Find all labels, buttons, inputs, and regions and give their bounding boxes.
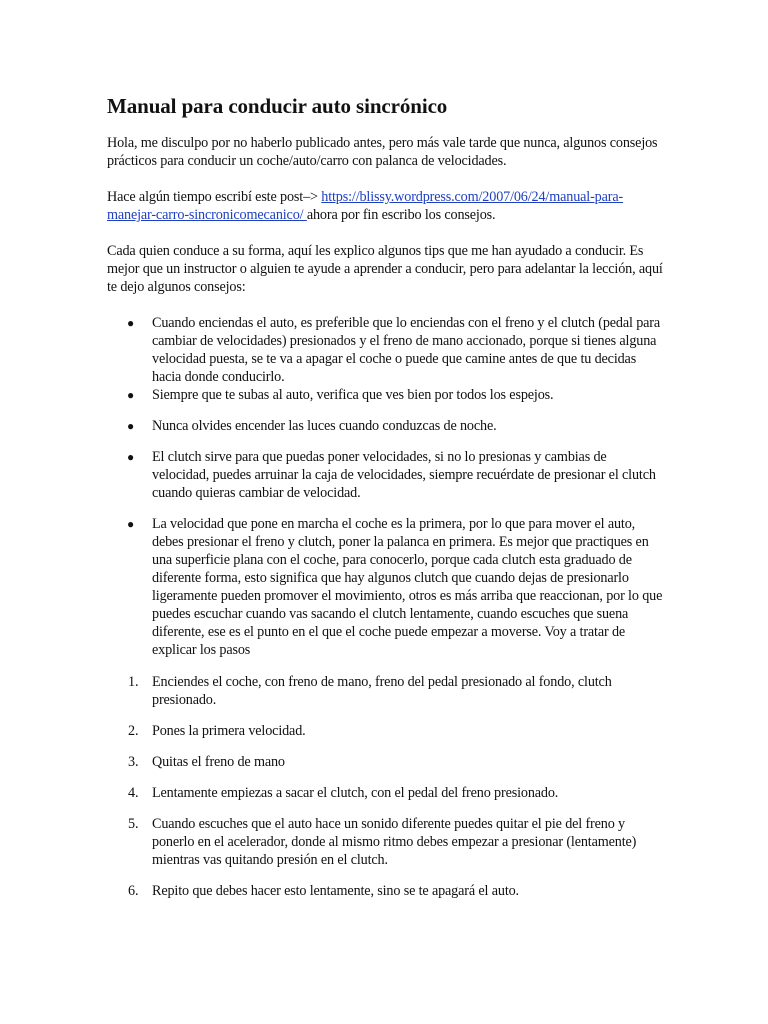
bullet-icon: ● bbox=[127, 450, 135, 464]
list-item bbox=[128, 784, 667, 802]
steps-list bbox=[107, 673, 667, 900]
post-suffix: ahora por fin escribo los consejos. bbox=[306, 207, 496, 223]
step-number: 6. bbox=[128, 883, 139, 899]
step-text: Pones la primera velocidad. bbox=[152, 723, 306, 739]
list-item bbox=[128, 673, 667, 709]
list-item-text: Siempre que te subas al auto, verifica que ves bien por todos los espejos. bbox=[152, 387, 554, 403]
step-number: 5. bbox=[128, 816, 139, 832]
bullet-icon: ● bbox=[127, 388, 135, 402]
list-item bbox=[127, 448, 667, 502]
list-item bbox=[128, 722, 667, 740]
list-item bbox=[127, 386, 667, 404]
list-item bbox=[128, 815, 667, 869]
post-link[interactable]: https://blissy.wordpress.com/2007/06/24/manual-para-manejar-carro-sincronicomecanico/ bbox=[107, 189, 624, 223]
step-text: Quitas el freno de mano bbox=[152, 754, 285, 770]
step-text: Cuando escuches que el auto hace un sonido diferente puedes quitar el pie del freno y ponerlo en el acelerador, donde al mismo ritmo debes empezar a presionar (lentamente) mientras vas quitando presión en el clutch. bbox=[152, 816, 637, 868]
step-text: Lentamente empiezas a sacar el clutch, con el pedal del freno presionado. bbox=[152, 785, 559, 801]
list-item-text: El clutch sirve para que puedas poner velocidades, si no lo presionas y cambias de velocidad, puedes arruinar la caja de velocidades, siempre recuérdate de presionar el clutch cuando quieras cambiar de velocidad. bbox=[152, 449, 656, 501]
list-item bbox=[128, 753, 667, 771]
post-reference-paragraph bbox=[107, 188, 667, 224]
post-prefix: Hace algún tiempo escribí este post–> bbox=[107, 189, 322, 205]
step-text: Enciendes el coche, con freno de mano, freno del pedal presionado al fondo, clutch presionado. bbox=[152, 674, 612, 708]
step-number: 4. bbox=[128, 785, 139, 801]
intro-paragraph: Hola, me disculpo por no haberlo publicado antes, pero más vale tarde que nunca, algunos consejos prácticos para conducir un coche/auto/carro con palanca de velocidades. bbox=[107, 135, 658, 169]
step-number: 2. bbox=[128, 723, 139, 739]
list-item-text: Nunca olvides encender las luces cuando conduzcas de noche. bbox=[152, 418, 497, 434]
list-item bbox=[127, 417, 667, 435]
list-item bbox=[128, 882, 667, 900]
step-text: Repito que debes hacer esto lentamente, sino se te apagará el auto. bbox=[152, 883, 519, 899]
bullet-icon: ● bbox=[127, 316, 135, 330]
list-item-text: Cuando enciendas el auto, es preferible que lo enciendas con el freno y el clutch (pedal para cambiar de velocidades) presionados y el freno de mano accionado, porque si tienes alguna velocidad puesta, se te va a apagar el coche o puede que camine antes de que tu decidas hacia donde conducirlo. bbox=[152, 315, 661, 385]
list-item bbox=[127, 515, 667, 659]
step-number: 1. bbox=[128, 674, 139, 690]
document-title: Manual para conducir auto sincrónico bbox=[107, 94, 448, 118]
tips-list bbox=[107, 314, 667, 659]
list-item-text: La velocidad que pone en marcha el coche es la primera, por lo que para mover el auto, debes presionar el freno y clutch, poner la palanca en primera. Es mejor que practiques en una superficie plana con el coche, para conocerlo, porque cada clutch esta graduado de diferente forma, esto significa que hay algunos clutch que cuando dejas de presionarlo ligeramente pueden promover el movimiento, otros es más arriba que reaccionan, por lo que puedes escuchar cuando vas sacando el clutch lentamente, cuando escuches que suena diferente, ese es el punto en el que el coche puede empezar a moverse. Voy a tratar de explicar los pasos bbox=[152, 516, 663, 658]
list-item bbox=[127, 314, 667, 386]
lead-paragraph: Cada quien conduce a su forma, aquí les explico algunos tips que me han ayudado a conducir. Es mejor que un instructor o alguien te ayude a aprender a conducir, pero para adelantar la lección, aquí te dejo algunos consejos: bbox=[107, 243, 663, 295]
bullet-icon: ● bbox=[127, 517, 135, 531]
bullet-icon: ● bbox=[127, 419, 135, 433]
document-page bbox=[107, 92, 667, 913]
step-number: 3. bbox=[128, 754, 139, 770]
